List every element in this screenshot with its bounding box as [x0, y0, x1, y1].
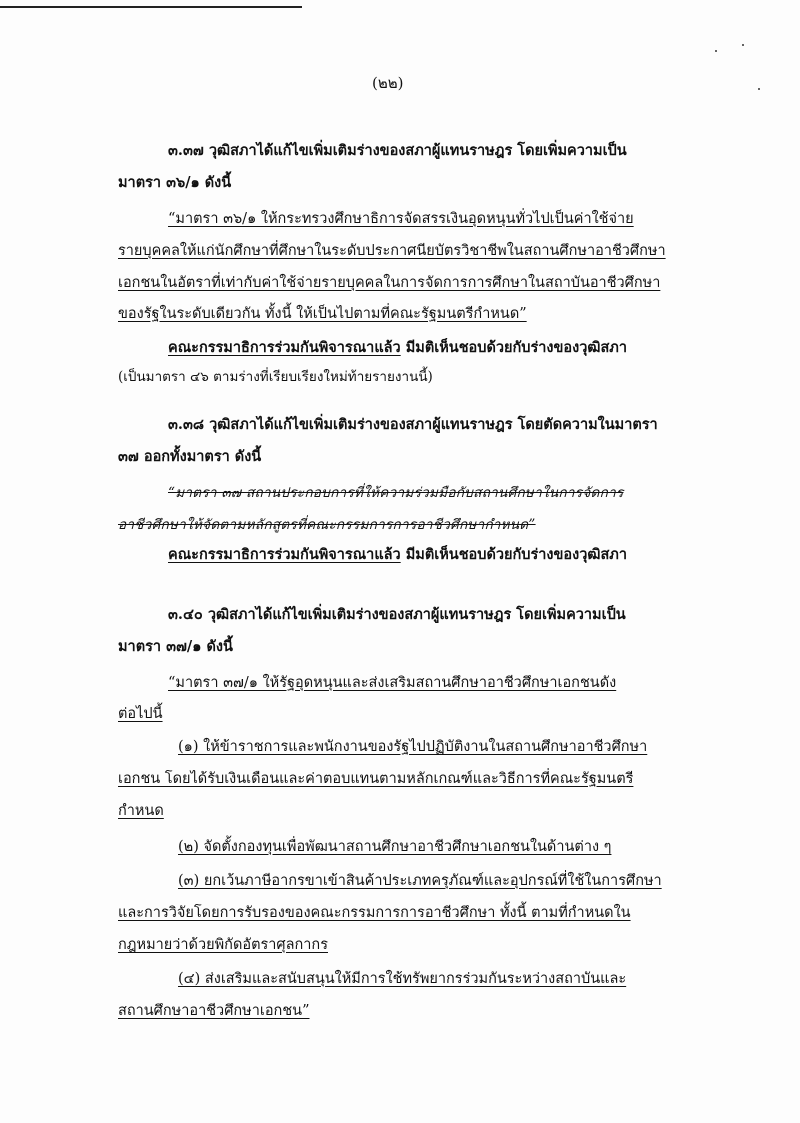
page-number: (๒๒) [372, 74, 404, 92]
s1-note: (เป็นมาตรา ๔๖ ตามร่างที่เรียบเรียงใหม่ท้ายรายงานนี้) [118, 369, 433, 385]
s3-quote-line2: ต่อไปนี้ [118, 706, 163, 722]
s1-quote-line4: ของรัฐในระดับเดียวกัน ทั้งนี้ ให้เป็นไปตามที่คณะรัฐมนตรีกำหนด” [118, 306, 527, 322]
header-rule [0, 6, 302, 8]
s2-heading-line1: ๓.๓๘ วุฒิสภาได้แก้ไขเพิ่มเติมร่างของสภาผู้แทนราษฎร โดยตัดความในมาตรา [168, 416, 658, 433]
s3-item1-line2: เอกชน โดยได้รับเงินเดือนและค่าตอบแทนตามหลักเกณฑ์และวิธีการที่คณะรัฐมนตรี [118, 771, 634, 787]
s1-heading-line1: ๓.๓๗ วุฒิสภาได้แก้ไขเพิ่มเติมร่างของสภาผู้แทนราษฎร โดยเพิ่มความเป็น [168, 142, 627, 159]
s2-deleted-line1: “มาตรา ๓๗ สถานประกอบการที่ให้ความร่วมมือกับสถานศึกษาในการจัดการ [168, 485, 624, 501]
s2-deleted-line2: อาชีวศึกษาให้จัดตามหลักสูตรที่คณะกรรมการการอาชีวศึกษากำหนด” [118, 517, 536, 533]
s2-committee-label: คณะกรรมาธิการร่วมกันพิจารณาแล้ว [168, 546, 401, 563]
s1-committee-label: คณะกรรมาธิการร่วมกันพิจารณาแล้ว [168, 339, 401, 356]
s3-item4-line2: สถานศึกษาอาชีวศึกษาเอกชน” [118, 1003, 310, 1019]
s2-heading-line2: ๓๗ ออกทั้งมาตรา ดังนี้ [118, 448, 262, 465]
s3-item3-line2: และการวิจัยโดยการรับรองของคณะกรรมการการอาชีวศึกษา ทั้งนี้ ตามที่กำหนดใน [118, 905, 631, 921]
scan-speck [758, 88, 760, 90]
s3-item1-line3: กำหนด [118, 803, 164, 819]
scan-speck [715, 50, 717, 52]
s3-item3-line3: กฎหมายว่าด้วยพิกัดอัตราศุลกากร [118, 937, 328, 953]
s1-committee-line [168, 337, 627, 359]
s1-committee-text: มีมติเห็นชอบด้วยกับร่างของวุฒิสภา [400, 339, 627, 356]
s3-item1-line1: (๑) ให้ข้าราชการและพนักงานของรัฐไปปฏิบัติงานในสถานศึกษาอาชีวศึกษา [178, 739, 648, 755]
s1-heading-line2: มาตรา ๓๖/๑ ดังนี้ [118, 174, 232, 191]
s2-committee-line [168, 544, 627, 566]
s3-item3-line1: (๓) ยกเว้นภาษีอากรขาเข้าสินค้าประเภทครุภัณฑ์และอุปกรณ์ที่ใช้ในการศึกษา [178, 873, 662, 889]
s2-committee-text: มีมติเห็นชอบด้วยกับร่างของวุฒิสภา [400, 546, 627, 563]
s1-quote-line3: เอกชนในอัตราที่เท่ากับค่าใช้จ่ายรายบุคคลในการจัดการการศึกษาในสถาบันอาชีวศึกษา [118, 275, 661, 291]
s3-heading-line2: มาตรา ๓๗/๑ ดังนี้ [118, 638, 233, 655]
s3-heading-line1: ๓.๔๐ วุฒิสภาได้แก้ไขเพิ่มเติมร่างของสภาผู้แทนราษฎร โดยเพิ่มความเป็น [168, 606, 626, 623]
s3-item2: (๒) จัดตั้งกองทุนเพื่อพัฒนาสถานศึกษาอาชีวศึกษาเอกชนในด้านต่าง ๆ [178, 839, 612, 855]
s3-quote-line1: “มาตรา ๓๗/๑ ให้รัฐอุดหนุนและส่งเสริมสถานศึกษาอาชีวศึกษาเอกชนดัง [168, 675, 617, 691]
s3-item4-line1: (๔) ส่งเสริมและสนับสนุนให้มีการใช้ทรัพยากรร่วมกันระหว่างสถาบันและ [178, 971, 627, 987]
s1-quote-line1: “มาตรา ๓๖/๑ ให้กระทรวงศึกษาธิการจัดสรรเงินอุดหนุนทั่วไปเป็นค่าใช้จ่าย [168, 211, 634, 227]
s1-quote-line2: รายบุคคลให้แก่นักศึกษาที่ศึกษาในระดับประกาศนียบัตรวิชาชีพในสถานศึกษาอาชีวศึกษา [118, 243, 666, 259]
scan-speck [742, 44, 744, 46]
